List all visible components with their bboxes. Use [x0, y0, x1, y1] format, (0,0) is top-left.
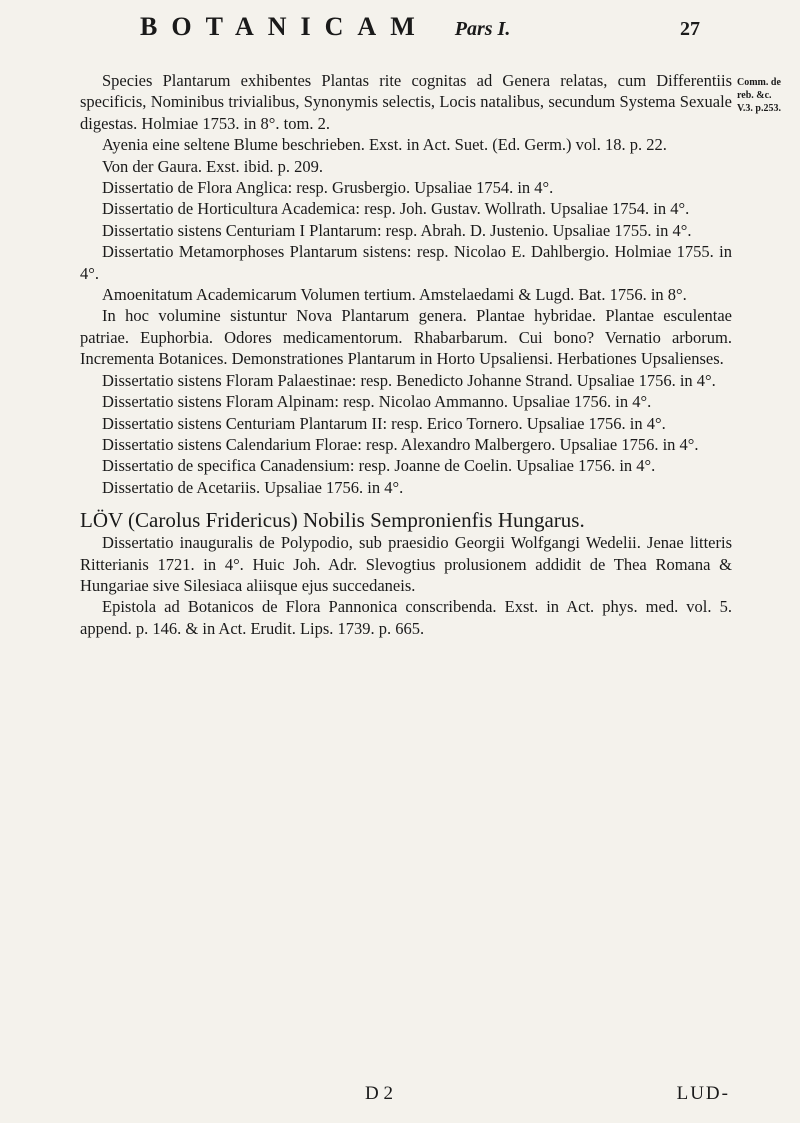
bibliography-entry: Dissertatio de Flora Anglica: resp. Grusbergio. Upsaliae 1754. in 4°.	[102, 178, 554, 198]
margin-note-line: reb. &c.	[737, 90, 772, 101]
bibliography-entry: Dissertatio inauguralis de Polypodio, sub praesidio Georgii Wolfgangi Wedelii. Jenae litteris Ritterianis 1721. in 4°. Huic Joh. Adr. Slevogtius prolusionem addidit de Thea Romana & Hungariae sive Silesiaca aliisque ejus succedaneis.	[80, 533, 732, 595]
signature-mark: D 2	[365, 1083, 393, 1104]
bibliography-entry: Dissertatio Metamorphoses Plantarum sistens: resp. Nicolao E. Dahlbergio. Holmiae 1755. in 4°.	[80, 242, 732, 283]
bibliography-entry: Ayenia eine seltene Blume beschrieben. Exst. in Act. Suet. (Ed. Germ.) vol. 18. p. 22.	[102, 135, 667, 155]
bibliography-entry: Dissertatio de specifica Canadensium: resp. Joanne de Coelin. Upsaliae 1756. in 4°.	[102, 456, 656, 476]
bibliography-entry: Epistola ad Botanicos de Flora Pannonica conscribenda. Exst. in Act. phys. med. vol. 5. append. p. 146. & in Act. Erudit. Lips. 1739. p. 665.	[80, 597, 732, 638]
bibliography-entry: Amoenitatum Academicarum Volumen tertium. Amstelaedami & Lugd. Bat. 1756. in 8°.	[102, 285, 687, 305]
bibliography-entry: Dissertatio de Horticultura Academica: resp. Joh. Gustav. Wollrath. Upsaliae 1754. in 4°.	[102, 199, 690, 219]
bibliography-entry: Von der Gaura. Exst. ibid. p. 209.	[102, 156, 324, 176]
bibliography-entry: Dissertatio sistens Floram Palaestinae: resp. Benedicto Johanne Strand. Upsaliae 1756. in 4°.	[102, 370, 716, 390]
bibliography-entry: Dissertatio sistens Calendarium Florae: resp. Alexandro Malbergero. Upsaliae 1756. in 4°.	[102, 434, 699, 454]
running-title: BOTANICAM	[140, 12, 429, 41]
margin-note-line: Comm. de	[737, 77, 781, 88]
catchword: LUD-	[676, 1083, 730, 1104]
bibliography-entry: Dissertatio sistens Centuriam I Plantarum: resp. Abrah. D. Justenio. Upsaliae 1755. in 4°.	[102, 220, 692, 240]
page-footer	[80, 1083, 732, 1109]
volume-contents: In hoc volumine sistuntur Nova Plantarum genera. Plantae hybridae. Plantae esculentae patriae. Euphorbia. Odores medicamentorum. Rhabarbarum. Cui bono? Vernatio arborum. Incrementa Botanices. Demonstrationes Plantarum in Horto Upsaliensi. Herbationes Upsalienses.	[80, 306, 732, 369]
running-header	[140, 12, 700, 52]
page-body	[80, 70, 732, 639]
bibliography-entry: Dissertatio sistens Centuriam Plantarum II: resp. Erico Tornero. Upsaliae 1756. in 4°.	[102, 413, 666, 433]
bibliography-entry: Dissertatio sistens Floram Alpinam: resp. Nicolao Ammanno. Upsaliae 1756. in 4°.	[102, 392, 652, 412]
part-label: Pars I.	[454, 18, 511, 40]
bibliography-entry: Dissertatio de Acetariis. Upsaliae 1756. in 4°.	[102, 477, 404, 497]
bibliography-entry: Species Plantarum exhibentes Plantas rite cognitas ad Genera relatas, cum Differentiis specificis, Nominibus trivialibus, Synonymis selectis, Locis natalibus, secundum Systema Sexuale digestas. Holmiae 1753. in 8°. tom. 2.	[80, 71, 732, 133]
page-number: 27	[680, 18, 700, 40]
margin-note-line: V.3. p.253.	[737, 103, 781, 114]
margin-note	[737, 76, 797, 115]
author-heading: LÖV (Carolus Fridericus) Nobilis Sempronienfis Hungarus.	[80, 508, 585, 533]
